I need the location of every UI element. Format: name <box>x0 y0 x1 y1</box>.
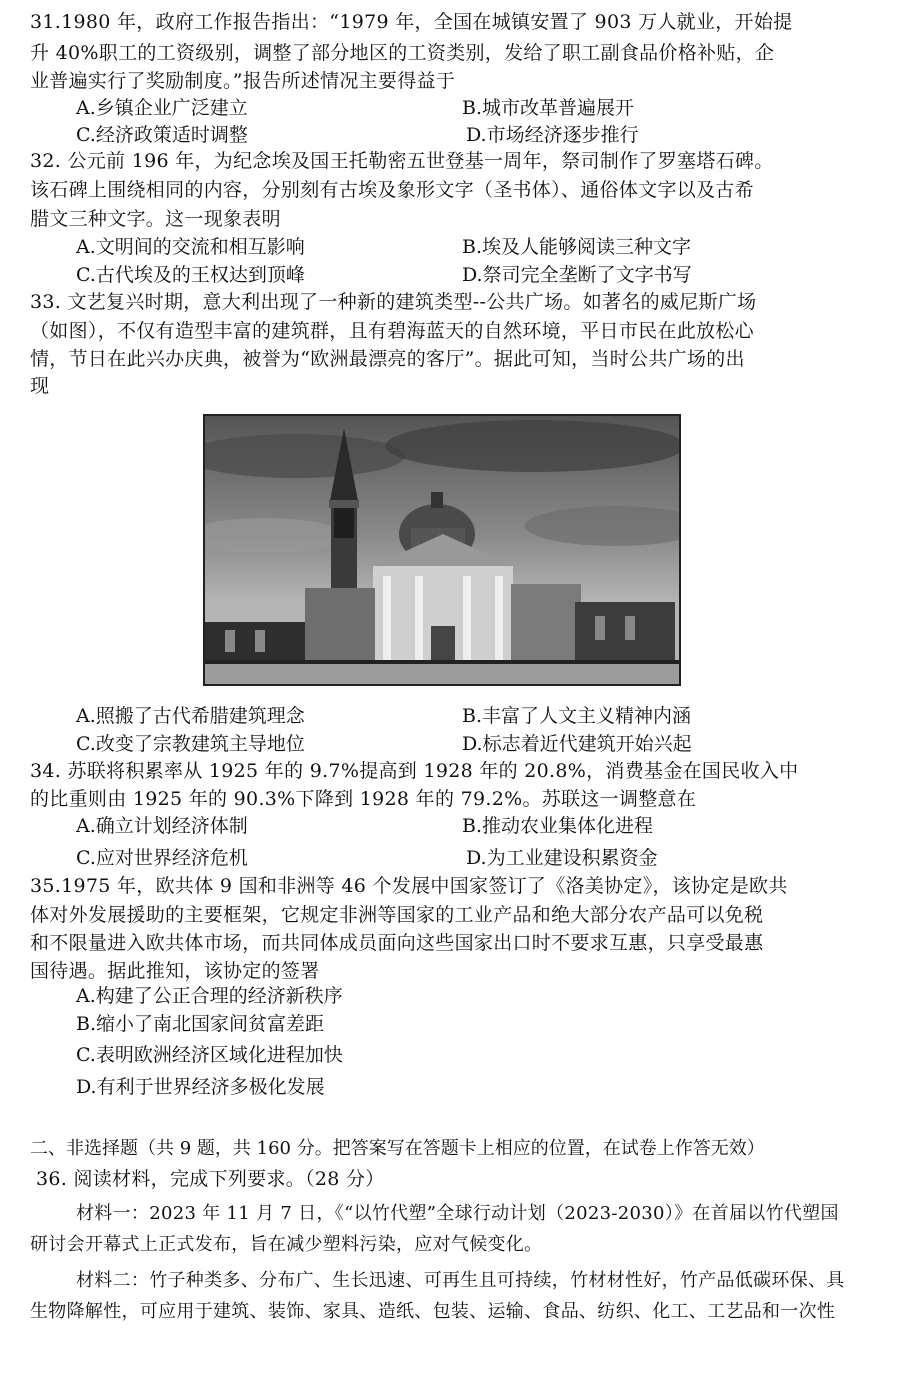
material2-line-2: 生物降解性，可应用于建筑、装饰、家具、造纸、包装、运输、食品、纺织、化工、工艺品和一次性 <box>30 1301 836 1322</box>
q32-option-c: C.古代埃及的王权达到顶峰 <box>76 264 305 286</box>
q33-stem-line-3: 情，节日在此兴办庆典，被誉为“欧洲最漂亮的客厅”。据此可知，当时公共广场的出 <box>30 348 745 370</box>
venice-church-photo <box>203 414 681 686</box>
q34-option-c: C.应对世界经济危机 <box>76 847 248 869</box>
q35-option-b: B.缩小了南北国家间贫富差距 <box>76 1013 325 1035</box>
q34-option-a: A.确立计划经济体制 <box>76 815 248 837</box>
q32-option-b: B.埃及人能够阅读三种文字 <box>462 236 692 258</box>
material1-line-2: 研讨会开幕式上正式发布，旨在减少塑料污染，应对气候变化。 <box>30 1234 543 1255</box>
q32-option-d: D.祭司完全垄断了文字书写 <box>462 264 692 286</box>
q35-stem-line-2: 体对外发展援助的主要框架，它规定非洲等国家的工业产品和绝大部分农产品可以免税 <box>30 904 764 926</box>
material1-line-1: 材料一：2023 年 11 月 7 日，《“以竹代塑”全球行动计划（2023-2030）》在首届以竹代塑国 <box>76 1203 839 1224</box>
q31-stem-line-1: 31.1980 年，政府工作报告指出：“1979 年，全国在城镇安置了 903 万人就业，开始提 <box>30 11 793 33</box>
q33-option-d: D.标志着近代建筑开始兴起 <box>462 733 692 755</box>
q35-option-a: A.构建了公正合理的经济新秩序 <box>76 985 343 1007</box>
material2-line-1: 材料二：竹子种类多、分布广、生长迅速、可再生且可持续，竹材材性好，竹产品低碳环保、具 <box>76 1270 845 1291</box>
q32-stem-line-3: 腊文三种文字。这一现象表明 <box>30 208 281 230</box>
q33-option-b: B.丰富了人文主义精神内涵 <box>462 705 692 727</box>
q36-title: 36. 阅读材料，完成下列要求。（28 分） <box>36 1168 385 1190</box>
q35-stem-line-4: 国待遇。据此推知，该协定的签署 <box>30 960 320 982</box>
q31-option-a: A.乡镇企业广泛建立 <box>76 97 248 119</box>
q33-stem-line-1: 33. 文艺复兴时期，意大利出现了一种新的建筑类型--公共广场。如著名的威尼斯广场 <box>30 291 757 313</box>
q33-stem-line-2: （如图），不仅有造型丰富的建筑群，且有碧海蓝天的自然环境，平日市民在此放松心 <box>30 320 754 342</box>
q31-option-c: C.经济政策适时调整 <box>76 124 248 146</box>
q33-option-a: A.照搬了古代希腊建筑理念 <box>76 705 305 727</box>
q35-option-d: D.有利于世界经济多极化发展 <box>76 1076 325 1098</box>
q31-option-b: B.城市改革普遍展开 <box>462 97 635 119</box>
q31-option-d: D.市场经济逐步推行 <box>466 124 639 146</box>
q35-stem-line-3: 和不限量进入欧共体市场，而共同体成员面向这些国家出口时不要求互惠，只享受最惠 <box>30 932 764 954</box>
q35-stem-line-1: 35.1975 年，欧共体 9 国和非洲等 46 个发展中国家签订了《洛美协定》，该协定是欧共 <box>30 875 788 897</box>
q33-stem-line-4: 现 <box>30 375 50 397</box>
q34-option-b: B.推动农业集体化进程 <box>462 815 654 837</box>
q34-stem-line-2: 的比重则由 1925 年的 90.3%下降到 1928 年的 79.2%。苏联这一调整意在 <box>30 788 697 810</box>
q31-stem-line-2: 升 40%职工的工资级别，调整了部分地区的工资类别，发给了职工副食品价格补贴，企 <box>30 42 775 64</box>
q32-stem-line-2: 该石碑上围绕相同的内容，分别刻有古埃及象形文字（圣书体）、通俗体文字以及古希 <box>30 179 754 201</box>
q31-stem-line-3: 业普遍实行了奖励制度。”报告所述情况主要得益于 <box>30 70 456 92</box>
q34-stem-line-1: 34. 苏联将积累率从 1925 年的 9.7%提高到 1928 年的 20.8%，消费基金在国民收入中 <box>30 760 799 782</box>
section2-heading: 二、非选择题（共 9 题，共 160 分。把答案写在答题卡上相应的位置，在试卷上作答无效） <box>30 1138 765 1159</box>
q34-option-d: D.为工业建设积累资金 <box>466 847 658 869</box>
q35-option-c: C.表明欧洲经济区域化进程加快 <box>76 1044 343 1066</box>
q32-stem-line-1: 32. 公元前 196 年，为纪念埃及国王托勒密五世登基一周年，祭司制作了罗塞塔石碑。 <box>30 150 774 172</box>
q32-option-a: A.文明间的交流和相互影响 <box>76 236 305 258</box>
q33-option-c: C.改变了宗教建筑主导地位 <box>76 733 305 755</box>
